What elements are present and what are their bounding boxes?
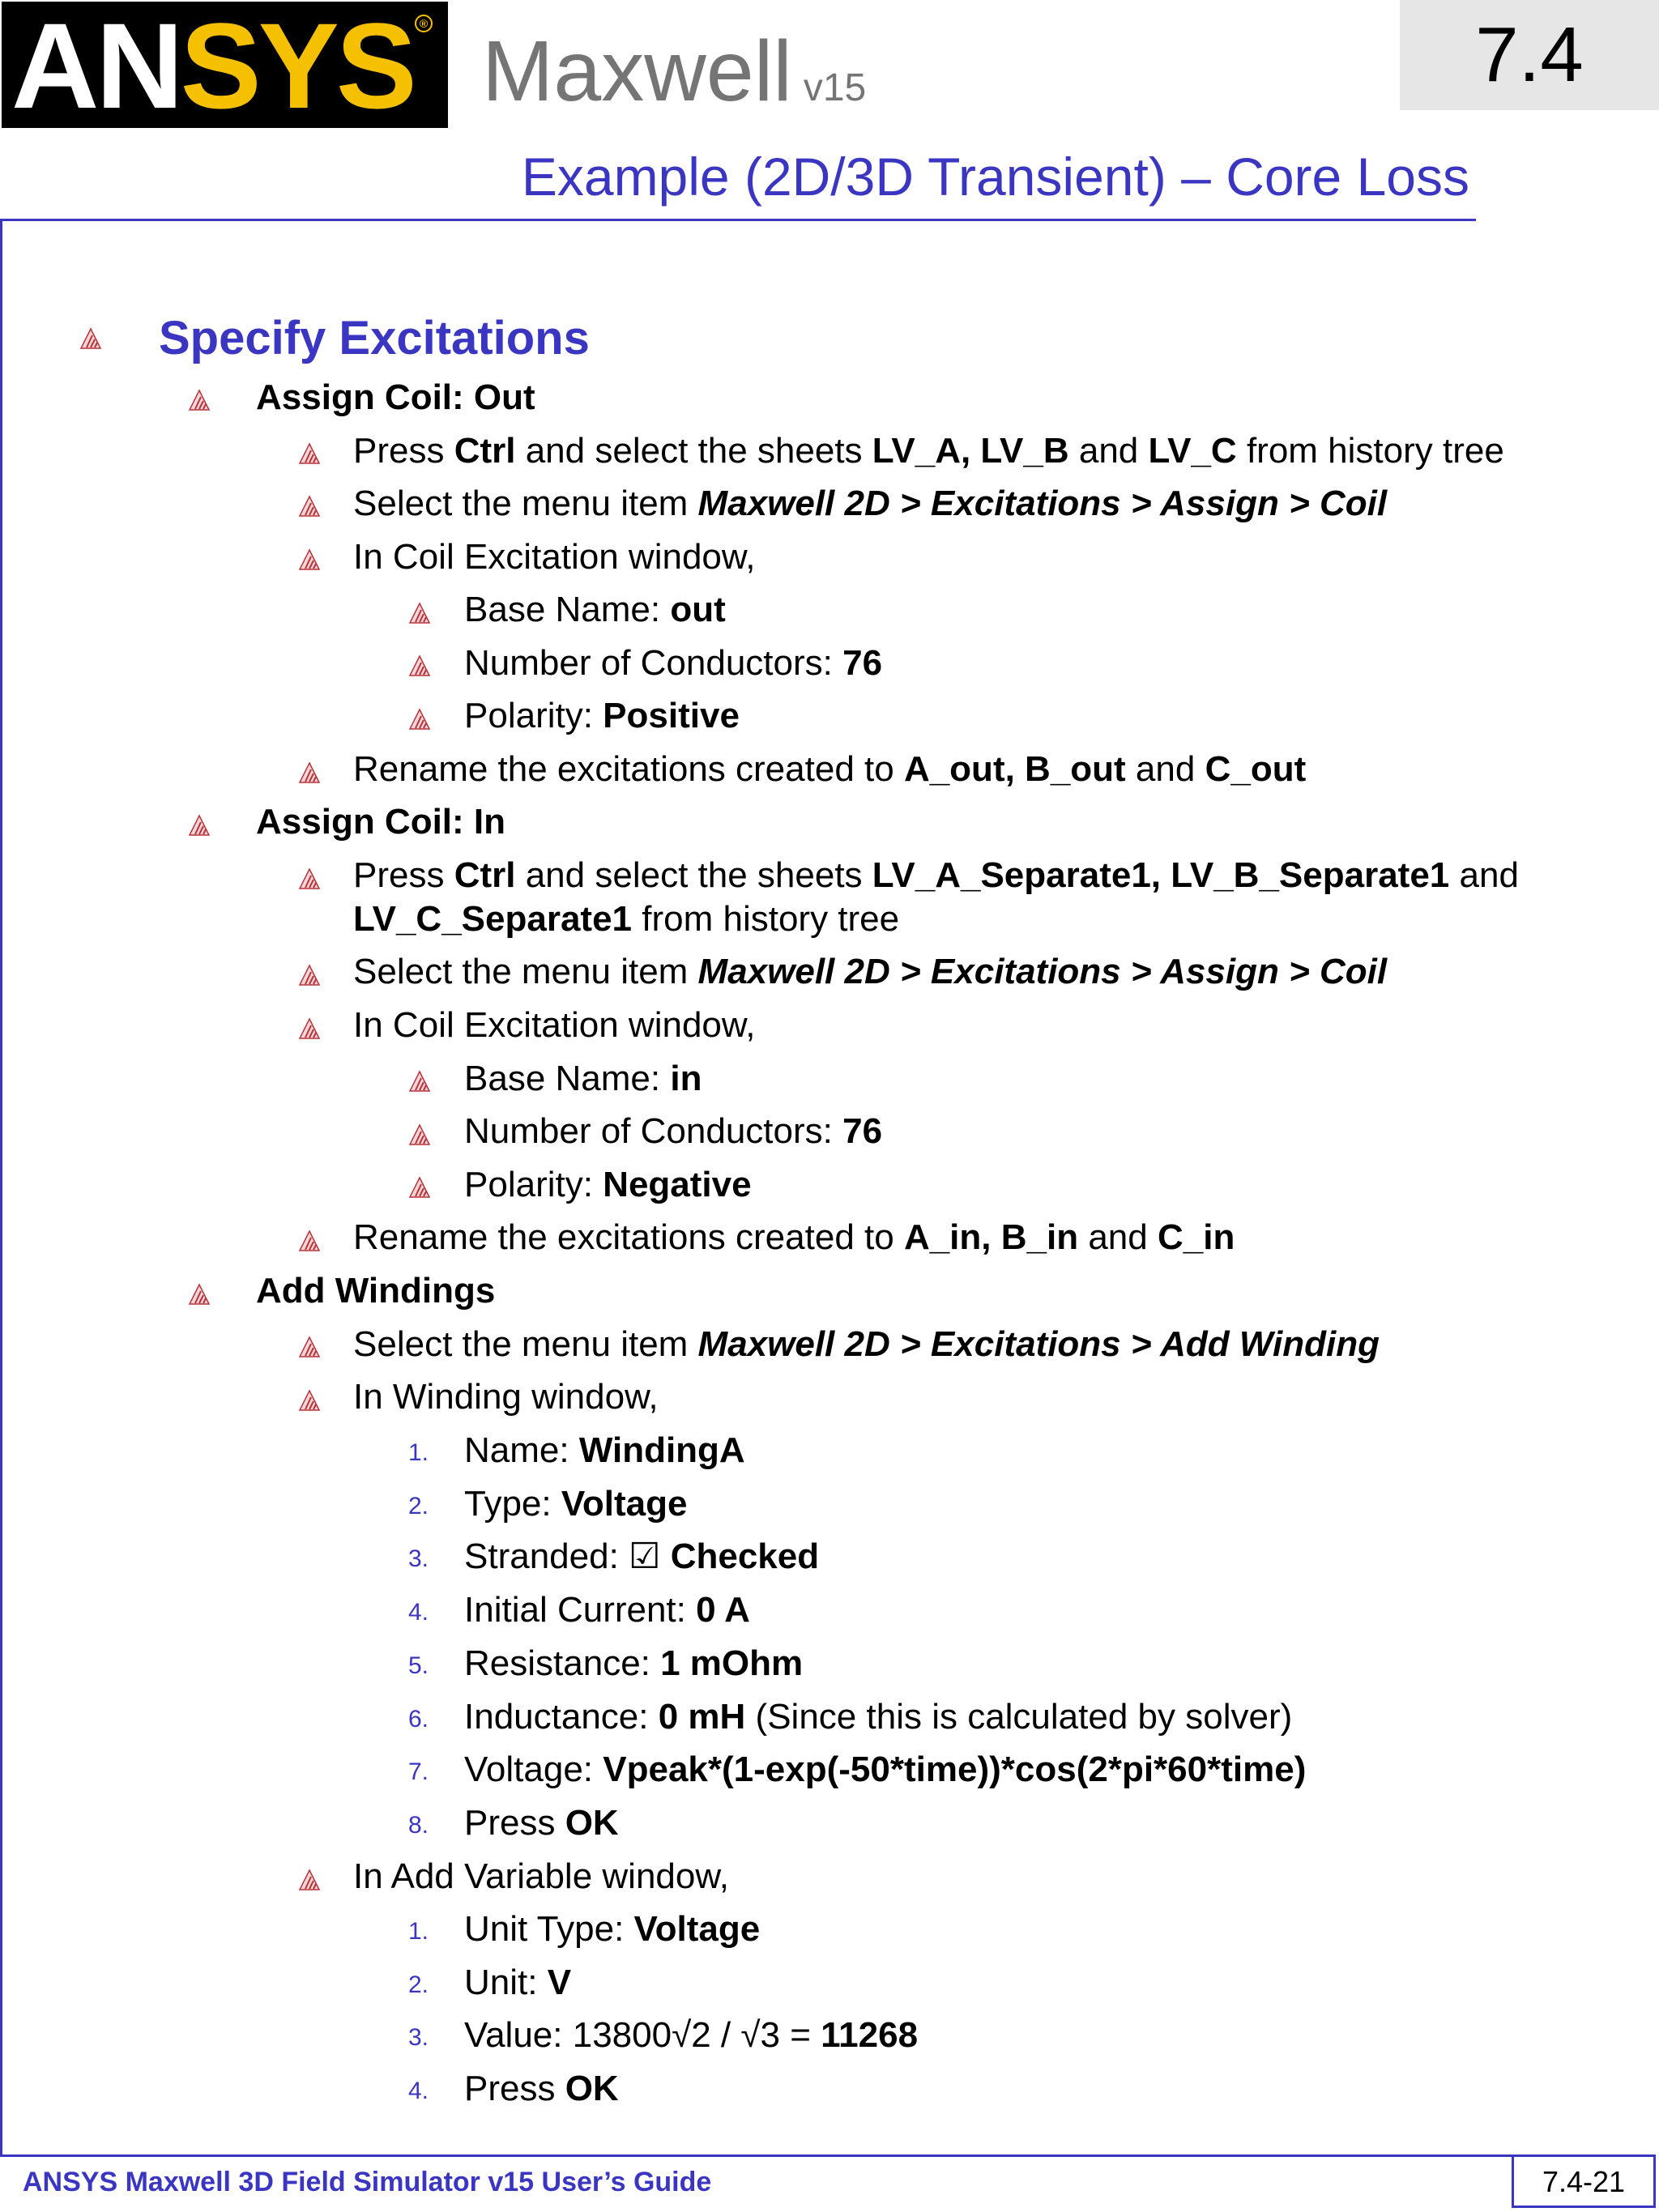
bullet-icon [298,867,321,890]
coil-in-polarity: Polarity: Negative [464,1165,752,1204]
coil-in-conductors: Number of Conductors: 76 [464,1111,883,1151]
bullet-icon [408,1176,431,1199]
winding-item: Initial Current: 0 A [464,1590,750,1630]
list-number: 1. [408,1439,429,1466]
list-number: 7. [408,1758,429,1785]
winding-item: Press OK [464,1803,619,1843]
list-number: 8. [408,1812,429,1839]
variable-item: Press OK [464,2069,619,2108]
list-number: 3. [408,2024,429,2051]
bullet-icon [298,1336,321,1358]
bullet-icon [298,1230,321,1252]
section-title: Specify Excitations [159,312,590,364]
footer-divider [0,2154,1512,2157]
page-number: 7.4-21 [1542,2165,1626,2198]
bullet-icon [298,964,321,987]
list-number: 4. [408,2078,429,2104]
bullet-icon [408,1123,431,1146]
page-number-box [1512,2154,1656,2208]
bullet-icon [408,708,431,731]
bullet-icon [298,495,321,518]
bullet-icon [298,1389,321,1412]
bullet-icon [188,389,211,411]
coil-in-step-select-cont: LV_C_Separate1 from history tree [353,899,900,939]
list-number: 2. [408,1493,429,1519]
bullet-icon [298,1869,321,1891]
coil-out-step-window: In Coil Excitation window, [353,537,756,577]
bullet-icon [298,1017,321,1040]
windings-step-variable: In Add Variable window, [353,1856,729,1896]
footer-guide-title: ANSYS Maxwell 3D Field Simulator v15 User’s Guide [23,2167,712,2197]
registered-mark: ® [415,15,433,32]
winding-item: Voltage: Vpeak*(1-exp(-50*time))*cos(2*pi*60*time) [464,1750,1307,1789]
bullet-icon [408,1070,431,1093]
bullet-icon [188,814,211,837]
list-number: 1. [408,1918,429,1945]
coil-out-polarity: Polarity: Positive [464,696,740,735]
winding-item: Resistance: 1 mOhm [464,1643,804,1683]
product-name: Maxwell v15 [482,23,867,119]
logo-wordmark: ANSYS [11,0,414,134]
coil-out-step-select: Press Ctrl and select the sheets LV_A, LV_B and LV_C from history tree [353,431,1504,471]
slide-title: Example (2D/3D Transient) – Core Loss [521,147,1469,207]
coil-in-step-window: In Coil Excitation window, [353,1005,756,1045]
variable-item: Unit: V [464,1963,572,2002]
coil-in-step-menu: Select the menu item Maxwell 2D > Excitations > Assign > Coil [353,952,1388,991]
bullet-icon [298,761,321,784]
windings-step-window: In Winding window, [353,1377,659,1417]
list-number: 5. [408,1652,429,1679]
coil-in-heading: Assign Coil: In [256,802,505,842]
coil-in-step-select: Press Ctrl and select the sheets LV_A_Separate1, LV_B_Separate1 and [353,855,1519,895]
coil-in-base-name: Base Name: in [464,1059,702,1098]
list-number: 2. [408,1971,429,1998]
bullet-icon [298,548,321,571]
winding-item: Stranded: ☑ Checked [464,1536,820,1576]
list-number: 3. [408,1545,429,1572]
windings-step-menu: Select the menu item Maxwell 2D > Excitations > Add Winding [353,1324,1380,1364]
chapter-number: 7.4 [1475,11,1584,98]
list-number: 4. [408,1599,429,1626]
coil-out-base-name: Base Name: out [464,590,726,629]
windings-heading: Add Windings [256,1271,496,1311]
variable-item: Unit Type: Voltage [464,1909,761,1949]
winding-item: Type: Voltage [464,1484,688,1524]
list-number: 6. [408,1706,429,1733]
variable-item: Value: 13800√2 / √3 = 11268 [464,2015,919,2055]
bullet-icon [298,442,321,465]
coil-out-rename: Rename the excitations created to A_out, B_out and C_out [353,749,1307,789]
bullet-icon [408,654,431,677]
section-bullet-icon [79,327,102,350]
winding-item: Inductance: 0 mH (Since this is calculated by solver) [464,1697,1293,1737]
bullet-icon [188,1283,211,1306]
product-version: v15 [803,66,867,109]
bullet-icon [408,602,431,624]
coil-out-step-menu: Select the menu item Maxwell 2D > Excitations > Assign > Coil [353,484,1388,523]
coil-in-rename: Rename the excitations created to A_in, B_in and C_in [353,1217,1235,1257]
coil-out-conductors: Number of Conductors: 76 [464,643,883,683]
winding-item: Name: WindingA [464,1430,745,1470]
coil-out-heading: Assign Coil: Out [256,377,535,417]
